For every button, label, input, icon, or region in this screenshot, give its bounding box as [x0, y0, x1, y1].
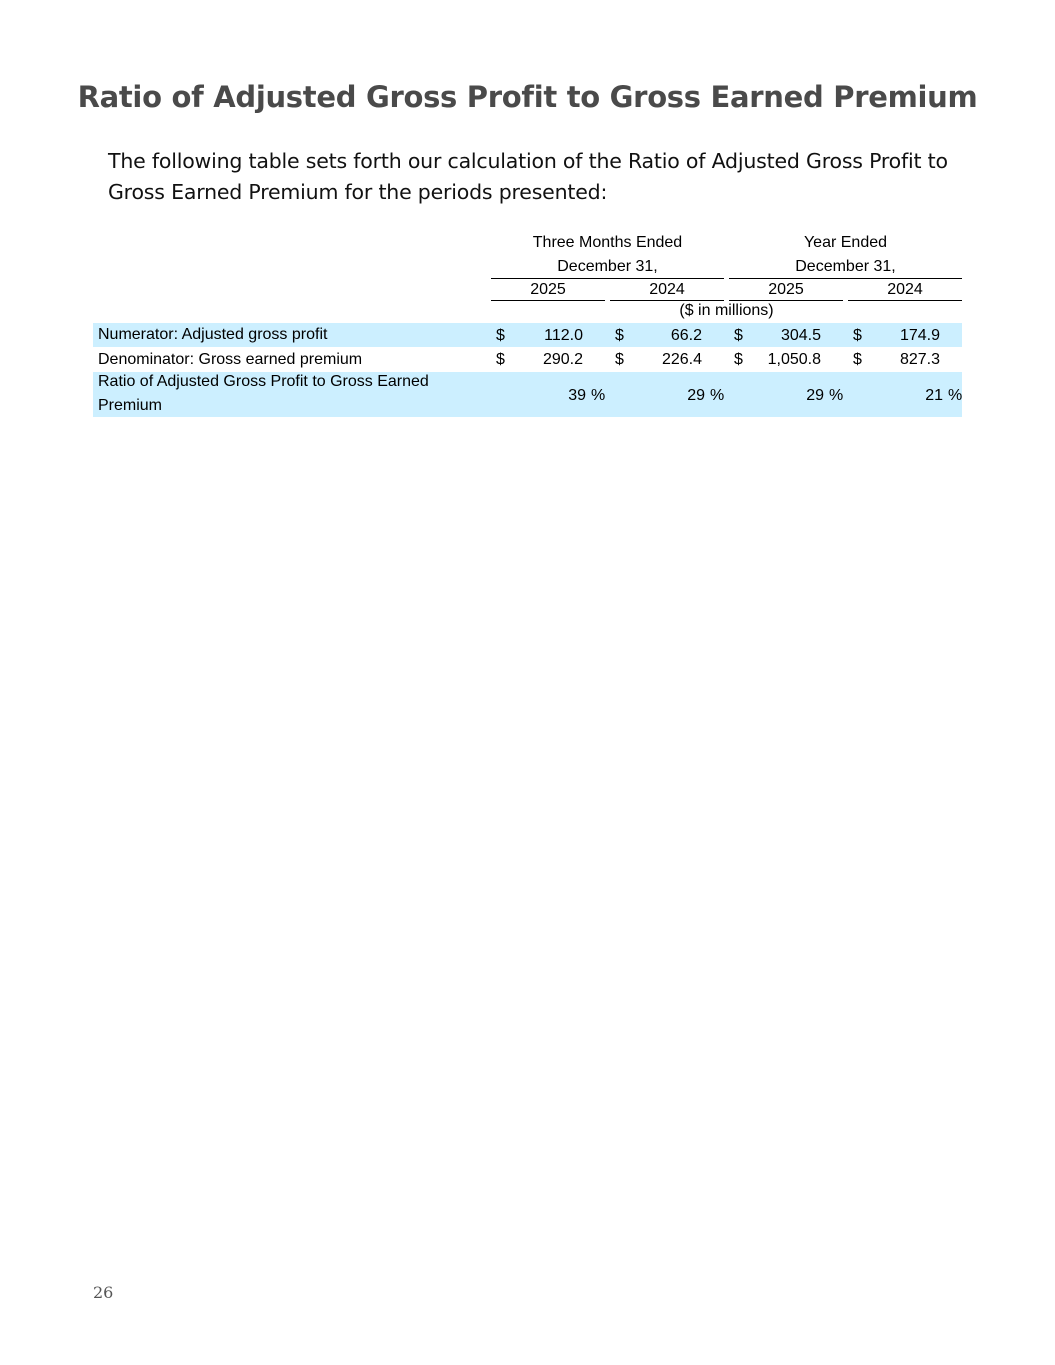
percent-sign: %	[710, 387, 725, 404]
row-label: Ratio of Adjusted Gross Profit to Gross Earned	[98, 373, 429, 390]
currency-symbol: $	[496, 327, 505, 344]
row-label: Denominator: Gross earned premium	[98, 351, 363, 368]
year-header: 2025	[530, 281, 566, 298]
cell-value: 304.5	[780, 327, 821, 344]
currency-symbol: $	[615, 351, 624, 368]
year-rule	[491, 300, 605, 301]
cell-value: 290.2	[542, 351, 583, 368]
percent-sign: %	[829, 387, 844, 404]
units-label: ($ in millions)	[679, 302, 774, 319]
currency-symbol: $	[496, 351, 505, 368]
group-rule-year	[729, 278, 962, 279]
currency-symbol: $	[853, 351, 862, 368]
cell-value: 226.4	[661, 351, 702, 368]
intro-paragraph: The following table sets forth our calculation of the Ratio of Adjusted Gross Profit to Gross Earned Premium for the periods presented:	[108, 149, 948, 204]
year-header: 2025	[768, 281, 804, 298]
year-rule	[729, 300, 843, 301]
group-header-three-months-date: December 31,	[557, 258, 658, 275]
currency-symbol: $	[853, 327, 862, 344]
year-rule	[848, 300, 962, 301]
page-number: 26	[93, 1283, 114, 1302]
currency-symbol: $	[734, 351, 743, 368]
cell-value: 21	[925, 387, 943, 404]
page-title: Ratio of Adjusted Gross Profit to Gross Earned Premium	[77, 80, 978, 114]
cell-value: 1,050.8	[767, 351, 821, 368]
group-header-year: Year Ended	[803, 234, 888, 251]
cell-value: 39	[568, 387, 586, 404]
year-header: 2024	[887, 281, 923, 298]
cell-value: 174.9	[899, 327, 940, 344]
row-label: Numerator: Adjusted gross profit	[98, 326, 328, 343]
group-header-three-months: Three Months Ended	[532, 234, 683, 251]
group-rule-three-months	[491, 278, 724, 279]
cell-value: 112.0	[544, 327, 583, 344]
cell-value: 827.3	[899, 351, 940, 368]
cell-value: 29	[806, 387, 824, 404]
year-rule	[610, 300, 724, 301]
percent-sign: %	[591, 387, 606, 404]
year-header: 2024	[649, 281, 685, 298]
cell-value: 29	[687, 387, 705, 404]
group-header-year-date: December 31,	[795, 258, 896, 275]
row-label-continued: Premium	[98, 397, 163, 414]
percent-sign: %	[948, 387, 963, 404]
cell-value: 66.2	[670, 327, 702, 344]
currency-symbol: $	[615, 327, 624, 344]
currency-symbol: $	[734, 327, 743, 344]
